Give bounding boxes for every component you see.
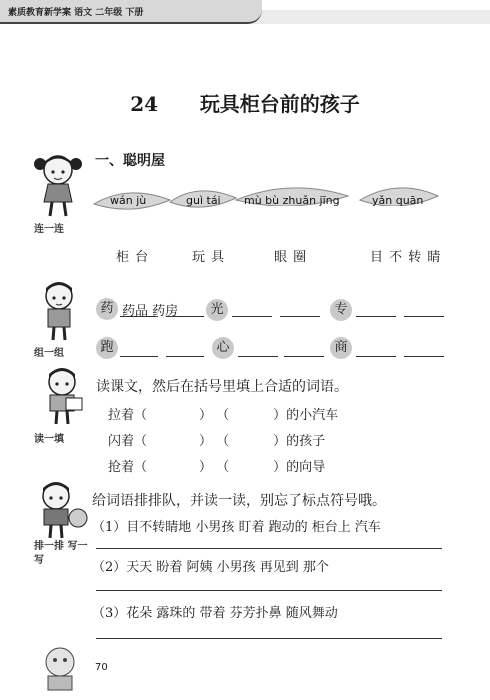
lesson-title-text: 玩具柜台前的孩子 (199, 92, 360, 116)
char-circle: 药 (96, 298, 118, 320)
fill-line-2: 闪着（ ） （ ）的孩子 (108, 434, 326, 449)
label-combine: 组一组 (34, 348, 64, 359)
char-circle: 心 (212, 337, 234, 359)
fill-line-1: 拉着（ ） （ ）的小汽车 (108, 408, 339, 423)
label-order: 排一排 写一写 (34, 541, 88, 566)
pinyin-3: mù bù zhuǎn jīng (244, 194, 340, 207)
label-fill: 读一填 (34, 434, 64, 445)
answer-line (120, 298, 158, 317)
char-circle: 跑 (96, 337, 118, 359)
answer-line[interactable] (404, 338, 444, 357)
pinyin-2: guì tái (186, 194, 221, 207)
lesson-title (0, 88, 490, 117)
answer-line[interactable] (120, 338, 158, 357)
connect-word-3: 眼 圈 (274, 250, 308, 265)
label-connect: 连一连 (34, 224, 64, 235)
boy-with-ball-icon (34, 480, 90, 540)
page-number: 70 (95, 662, 108, 673)
char-circle: 光 (206, 299, 228, 321)
pinyin-1: wán jù (110, 194, 147, 207)
zu-example: 药品 药房 (122, 304, 179, 319)
answer-line[interactable] (284, 338, 324, 357)
girl-illustration-icon (32, 150, 86, 222)
answer-line[interactable] (356, 298, 396, 317)
answer-line[interactable] (96, 530, 442, 549)
connect-word-1: 柜 台 (116, 250, 150, 265)
fill-instruction: 读课文，然后在括号里填上合适的词语。 (96, 379, 348, 395)
answer-line[interactable] (166, 338, 204, 357)
header-text: 素质教育新学案 语文 二年级 下册 (8, 8, 144, 18)
reading-boy-icon (36, 366, 88, 428)
boy-illustration-icon (34, 278, 84, 344)
answer-line[interactable] (280, 298, 320, 317)
order-item-1: （1）目不转睛地 小男孩 盯着 跑动的 柜台上 汽车 (92, 520, 381, 535)
section-heading: 一、聪明屋 (95, 153, 165, 169)
answer-line[interactable] (356, 338, 396, 357)
answer-line[interactable] (404, 298, 444, 317)
lesson-number: 24 (130, 92, 159, 116)
connect-word-2: 玩 具 (192, 250, 226, 265)
answer-line[interactable] (238, 338, 278, 357)
char-circle: 商 (330, 337, 352, 359)
answer-line[interactable] (232, 298, 272, 317)
corner-decoration-icon (40, 644, 80, 692)
connect-word-4: 目 不 转 睛 (370, 250, 442, 265)
answer-line (166, 298, 204, 317)
zu-row-1 (96, 298, 118, 320)
fill-line-3: 抢着（ ） （ ）的向导 (108, 460, 326, 475)
order-item-2: （2）天天 盼着 阿姨 小男孩 再见到 那个 (92, 560, 329, 575)
char-circle: 专 (330, 299, 352, 321)
order-item-3: （3）花朵 露珠的 带着 芬芳扑鼻 随风舞动 (92, 606, 338, 621)
answer-line[interactable] (96, 572, 442, 591)
answer-line[interactable] (96, 620, 442, 639)
order-instruction: 给词语排排队，并读一读，别忘了标点符号哦。 (92, 493, 386, 509)
pinyin-4: yǎn quān (372, 194, 424, 207)
